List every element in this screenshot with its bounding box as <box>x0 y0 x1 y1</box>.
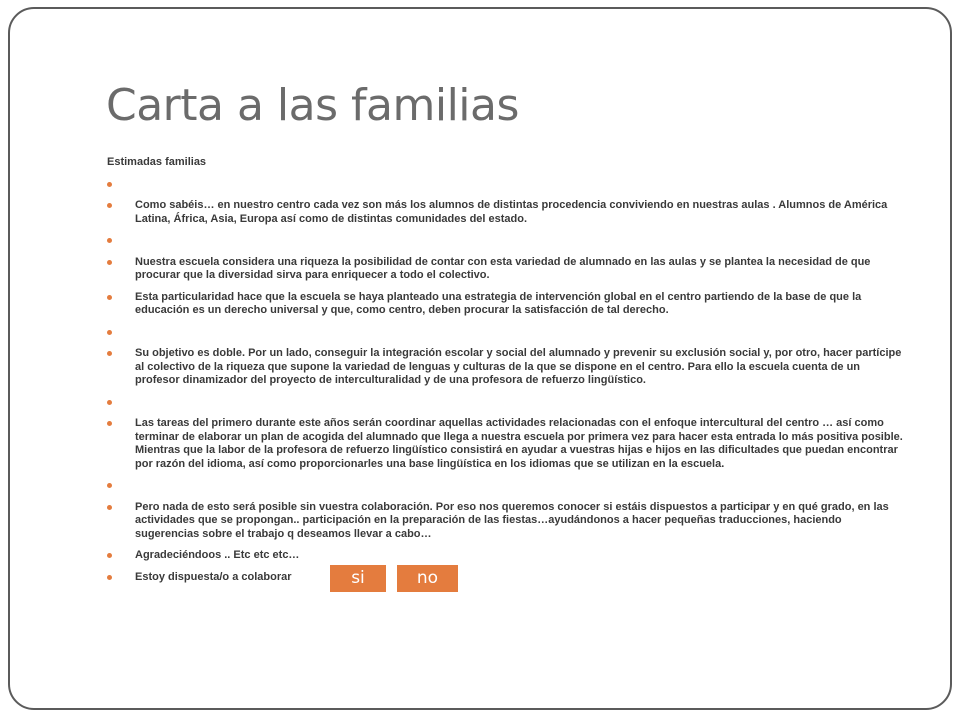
bullet-item: Las tareas del primero durante este años serán coordinar aquellas actividades relacionadas con el enfoque intercultural del centro … así como terminar de elaborar un plan de acogida del alumnado que llega a nuestra escuela por primera vez para hacer esta entrada lo más positiva posible. Mientras que la labor de la profesora de refuerzo lingüístico consistirá en ayudar a vuestras hijas e hijos en las dificultades que puedan encontrar por razón del idioma, así como proporcionarles una base lingüística en los idiomas que se utilizan en la escuela. <box>107 417 907 471</box>
bullet-item: Agradeciéndoos .. Etc etc etc… <box>107 549 907 563</box>
slide-title: Carta a las familias <box>106 80 519 131</box>
no-button[interactable]: no <box>397 565 458 592</box>
si-button[interactable]: si <box>330 565 386 592</box>
bullet-item: Nuestra escuela considera una riqueza la posibilidad de contar con esta variedad de alumnado en las aulas y se plantea la necesidad de que procurar que la diversidad sirva para enriquecer a todo el colectivo. <box>107 256 907 283</box>
letter-body <box>107 156 907 592</box>
bullet-list <box>107 178 907 585</box>
bullet-item: Esta particularidad hace que la escuela se haya planteado una estrategia de intervención global en el centro partiendo de la base de que la educación es un derecho universal y que, como centro, deben procurar la satisfacción de tal derecho. <box>107 291 907 318</box>
bullet-item <box>107 479 907 493</box>
bullet-item-collaborate: Estoy dispuesta/o a colaborar <box>107 571 907 585</box>
bullet-item: Como sabéis… en nuestro centro cada vez son más los alumnos de distintas procedencia conviviendo en nuestras aulas . Alumnos de América Latina, África, Asia, Europa así como de distintas comunidades del estado. <box>107 199 907 226</box>
bullet-item <box>107 178 907 192</box>
bullet-item <box>107 234 907 248</box>
bullet-item: Su objetivo es doble. Por un lado, conseguir la integración escolar y social del alumnado y prevenir su exclusión social y, por otro, hacer partícipe al colectivo de la riqueza que supone la variedad de lenguas y culturas de la que se dispone en el centro. Para ello la escuela cuenta de un profesor dinamizador del proyecto de interculturalidad y de una profesora de refuerzo lingüístico. <box>107 347 907 388</box>
greeting: Estimadas familias <box>107 156 207 168</box>
bullet-item <box>107 326 907 340</box>
bullet-item <box>107 396 907 410</box>
bullet-item: Pero nada de esto será posible sin vuestra colaboración. Por eso nos queremos conocer si estáis dispuestos a participar y en qué grado, en las actividades que se propongan.. participación en la preparación de las fiestas…ayudándonos a hacer pequeñas traducciones, haciendo sugerencias sobre el trabajo q deseamos llevar a cabo… <box>107 501 907 542</box>
